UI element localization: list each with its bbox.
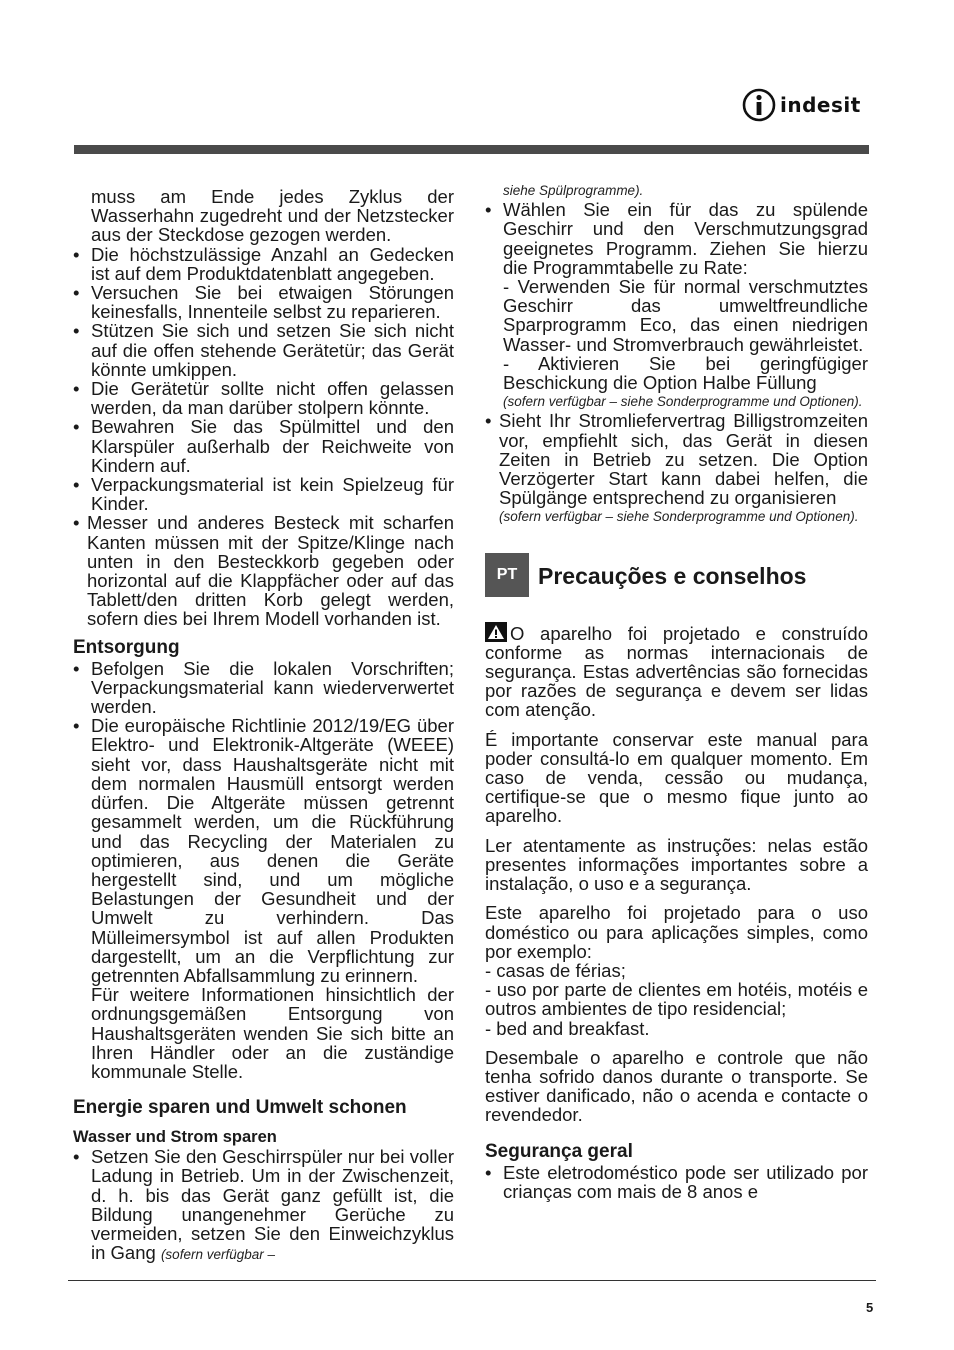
bullet2-note: (sofern verfügbar – siehe Sonderprogramme und Optionen). [499,509,859,525]
list-item [485,411,868,526]
indesit-logo-icon [742,88,776,122]
safety-heading: Segurança geral [485,1140,633,1162]
bullet1-sub2: - Aktivieren Sie bei geringfügiger Beschickung die Option Halbe Füllung [503,352,868,394]
footer-rule [68,1280,876,1281]
right-column [485,183,868,1202]
list-item: • Die höchstzulässige Anzahl an Gedecken ist auf dem Produktdatenblatt angegeben. [73,245,454,283]
list-item: • Este eletrodoméstico pode ser utilizado por crianças com mais de 8 anos e [485,1163,868,1201]
paragraph: É importante conservar este manual para poder consultá-lo em qualquer momento. Em caso de venda, cessão ou mudança, certifique-se que o mesmo fique junto ao aparelho. [485,728,868,827]
list-item: • Versuchen Sie bei etwaigen Störungen keinesfalls, Innenteile selbst zu reparieren. [73,283,454,321]
note-top: siehe Spülprogramme). [503,183,644,198]
brand-logo [742,88,861,122]
list-item: • Messer und anderes Besteck mit scharfen Kanten müssen mit der Spitze/Klinge nach unten in den Besteckkorb gegeben oder horizontal auf die Klappfächer oder auf das Tablett/den dritten Korb gelegt werden, sofern dies bei Ihrem Modell vorhanden ist. [73,513,454,628]
water-list [73,1147,454,1264]
header-bar [74,145,869,154]
usage-item: - bed and breakfast. [485,1017,650,1039]
list-item: • Die europäische Richtlinie 2012/19/EG über Elektro- und Elektronik-Altgeräte (WEEE) sieht vor, dass Haushaltsgeräte nicht mit dem normalen Hausmüll entsorgt werden dürfen. Die Altgeräte müssen getrennt gesammelt werden, um die Rückführung und das Recycling der Materialen zu optimieren, aus denen die Geräte hergestellt sind, und um mögliche Belastungen der Gesundheit und der Umwelt zu verhindern. Das Mülleimersymbol ist auf allen Produkten dargestellt, um an die Verpflichtung zur getrennten Abfallsammlung zu erinnern. [73,716,454,985]
energy-heading: Energie sparen und Umwelt schonen [73,1097,407,1119]
list-item: • Befolgen Sie die lokalen Vorschriften; Verpackungsmaterial kann wiederverwertet werden. [73,659,454,717]
intro-paragraph-text: O aparelho foi projetado e construído conforme as normas internacionais de segurança. Estas advertências são fornecidas por razões de segurança e devem ser lidas com atenção. [485,622,868,721]
safety-list-de [73,245,454,629]
left-column [73,187,454,1264]
water-heading: Wasser und Strom sparen [73,1128,277,1147]
intro-paragraph [485,622,868,720]
usage-item: - casas de férias; [485,959,626,981]
list-item: • Stützen Sie sich und setzen Sie sich nicht auf die offen stehende Gerätetür; das Gerät könnte umkippen. [73,321,454,379]
page-number: 5 [866,1300,874,1315]
energy-list [485,200,868,526]
list-item: • Bewahren Sie das Spülmittel und den Klarspüler außerhalb der Reichweite von Kindern auf. [73,417,454,475]
list-item [73,1147,454,1264]
list-item: • Die Gerätetür sollte nicht offen gelassen werden, da man darüber stolpern könnte. [73,379,454,417]
brand-name: indesit [780,93,861,117]
disposal-list [73,659,454,985]
safety-list-pt [485,1163,868,1201]
disposal-heading: Entsorgung [73,636,180,658]
warning-icon [485,622,507,642]
water-bullet-text: Setzen Sie den Geschirrspüler nur bei voller Ladung in Betrieb. Um in der Zwischenzeit, d. h. bis das Gerät ganz gefüllt ist, die Bildung unangenehmer Gerüche zu vermeiden, setzen Sie den Einweichzyklus in Gang [91,1146,454,1264]
paragraph: Este aparelho foi projetado para o uso doméstico ou para aplicações simples, como por exemplo: [485,902,868,962]
disposal-more-text: Für weitere Informationen hinsichtlich der ordnungsgemäßen Entsorgung von Haushaltsgeräten wenden Sie sich bitte an Ihren Händler oder an die zuständige kommunale Stelle. [91,984,454,1082]
intro-text: muss am Ende jedes Zyklus der Wasserhahn zugedreht und der Netzstecker aus der Steckdose gezogen werden. [91,186,454,246]
bullet1-sub1: - Verwenden Sie für normal verschmutztes Geschirr das umweltfreundliche Sparprogramm Eco, das einen niedrigen Wasser- und Stromverbrauch gewährleistet. [503,276,868,355]
section-header-pt [485,553,868,597]
language-badge: PT [485,553,529,597]
bullet2-main: Sieht Ihr Stromliefervertrag Billigstromzeiten vor, empfiehlt sich, das Gerät in diesen Zeiten in Betrieb zu setzen. Die Option Verzögerter Start kann dabei helfen, die Spülgänge entsprechend zu organisieren [499,410,868,509]
bullet1-note: (sofern verfügbar – siehe Sonderprogramme und Optionen). [503,394,863,410]
list-item [485,200,868,411]
paragraph: Ler atentamente as instruções: nelas estão presentes informações importantes sobre a instalação, o uso e a segurança. [485,834,868,895]
usage-item: - uso por parte de clientes em hotéis, motéis e outros ambientes de tipo residencial; [485,979,868,1020]
water-note: (sofern verfügbar – [160,1247,275,1263]
list-item: • Verpackungsmaterial ist kein Spielzeug für Kinder. [73,475,454,513]
section-title: Precauções e conselhos [538,563,807,590]
bullet1-main: Wählen Sie ein für das zu spülende Geschirr und den Verschmutzungsgrad geeignetes Programm. Ziehen Sie hierzu die Programmtabelle zu Rate: [503,199,868,278]
paragraph: Desembale o aparelho e controle que não tenha sofrido danos durante o transporte. Se estiver danificado, não o acenda e contacte o revendedor. [485,1046,868,1126]
